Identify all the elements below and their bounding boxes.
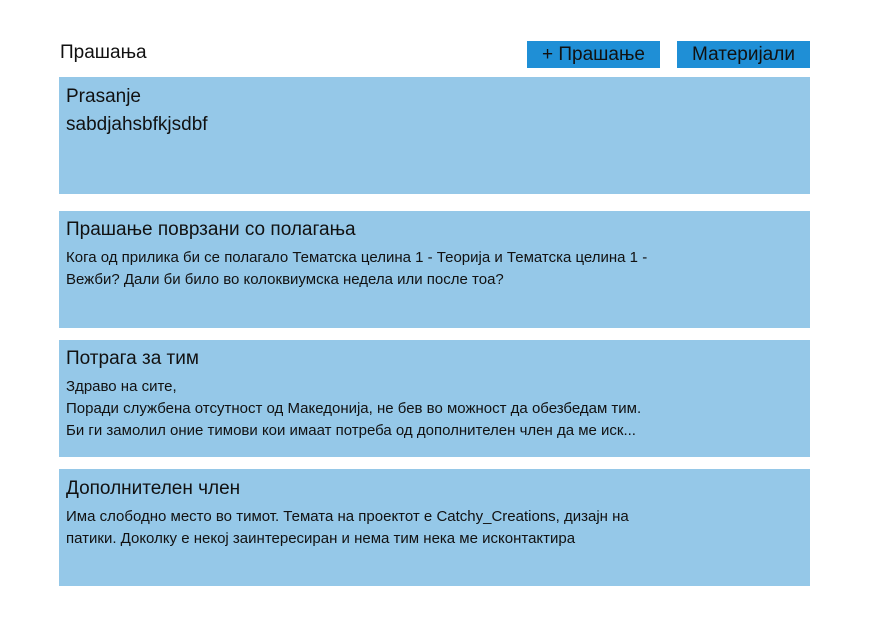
question-card[interactable]: [59, 211, 810, 328]
question-body: [66, 114, 770, 136]
question-card[interactable]: [59, 340, 810, 457]
question-body: [66, 247, 770, 291]
question-body-line: патики. Доколку е некој заинтересиран и нема тим нека ме исконтактира: [66, 530, 576, 547]
question-card[interactable]: [59, 469, 810, 586]
question-body-line: sabdjahsbfkjsdbf: [66, 114, 208, 135]
question-body-line: Здраво на сите,: [66, 378, 177, 395]
question-title: Прашање поврзани со полагања: [66, 219, 356, 240]
question-body-line: Кога од прилика би се полагало Тематска целина 1 - Теорија и Тематска целина 1 -: [66, 249, 648, 266]
question-body: [66, 376, 770, 442]
question-title: Prasanje: [66, 86, 141, 107]
question-title: Потрага за тим: [66, 348, 199, 369]
add-question-button[interactable]: + Прашање: [527, 41, 660, 68]
question-body-line: Вежби? Дали би било во колоквиумска недела или после тоа?: [66, 271, 504, 288]
question-body: [66, 506, 770, 550]
page-title: Прашања: [60, 42, 147, 63]
question-title: Дополнителен член: [66, 478, 241, 499]
question-body-line: Има слободно место во тимот. Темата на проектот е Catchy_Creations, дизајн на: [66, 508, 629, 525]
question-body-line: Поради службена отсутност од Македонија, не бев во можност да обезбедам тим.: [66, 400, 642, 417]
materials-button[interactable]: Материјали: [677, 41, 810, 68]
question-card[interactable]: [59, 77, 810, 194]
question-body-line: Би ги замолил оние тимови кои имаат потреба од дополнителен член да ме иск...: [66, 422, 636, 439]
